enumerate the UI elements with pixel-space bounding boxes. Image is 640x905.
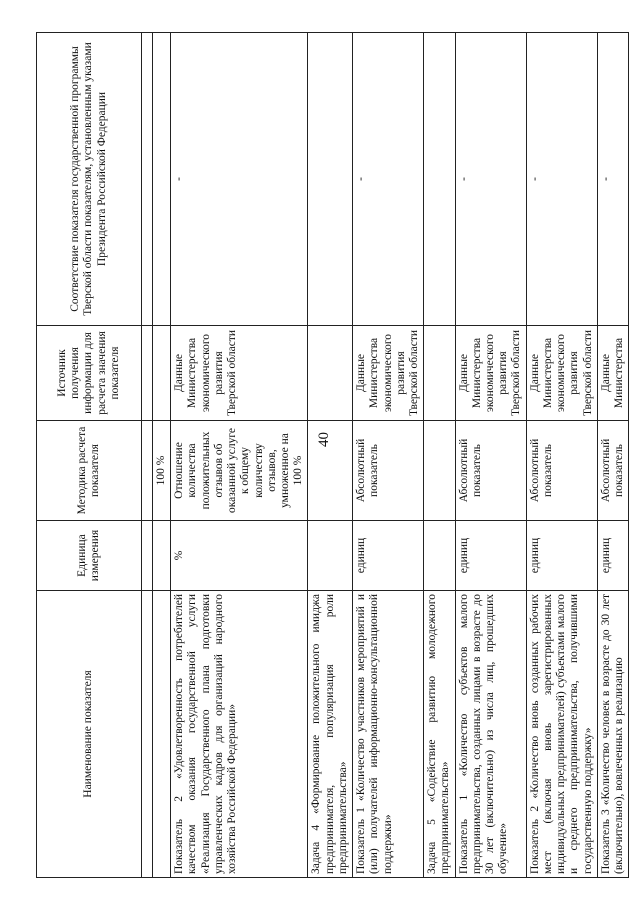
cell-unit: %: [171, 521, 308, 591]
cell-name: [142, 591, 153, 878]
cell-source: Данные Министерства экономического развития Тверской области: [526, 326, 597, 421]
header-unit: Единица измерения: [37, 521, 142, 591]
cell-unit: единиц: [526, 521, 597, 591]
cell-unit: [153, 521, 171, 591]
table-row: [455, 33, 526, 878]
header-name: Наименование показателя: [37, 591, 142, 878]
cell-method: 100 %: [153, 421, 171, 521]
indicator-table: [36, 32, 629, 878]
cell-source: [424, 326, 455, 421]
cell-name: Показатель 1 «Количество участников мероприятий и (или) получателей информационно-консультационной поддержки»: [353, 591, 424, 878]
cell-method: [308, 421, 353, 521]
cell-name: Показатель 2 «Удовлетворенность потребителей качеством оказания государственной услуги «Реализация Государственного плана подготовки управленческих кадров для организаций народного хозяйства Российской Федерации»: [171, 591, 308, 878]
header-source: Источник получения информации для расчета значения показателя: [37, 326, 142, 421]
header-row: [37, 33, 142, 878]
cell-unit: [424, 521, 455, 591]
cell-unit: единиц: [455, 521, 526, 591]
cell-method: Абсолютный показатель: [597, 421, 628, 521]
cell-method: Абсолютный показатель: [455, 421, 526, 521]
cell-correspondence: [308, 33, 353, 326]
cell-method: [142, 421, 153, 521]
cell-source: [142, 326, 153, 421]
table-row: [353, 33, 424, 878]
table-row: [597, 33, 628, 878]
header-correspondence: Соответствие показателя государственной программы Тверской области показателям, установленным указами Президента Российской Федерации: [37, 33, 142, 326]
cell-correspondence: -: [455, 33, 526, 326]
cell-source: [153, 326, 171, 421]
cell-source: Данные Министерства экономического развития Тверской области: [455, 326, 526, 421]
table-row: [308, 33, 353, 878]
table-row: [153, 33, 171, 878]
cell-method: Отношение количества положительных отзывов об оказанной услуге к общему количеству отзывов, умноженное на 100 %: [171, 421, 308, 521]
cell-unit: [142, 521, 153, 591]
cell-name: Показатель 2 «Количество вновь созданных рабочих мест (включая вновь зарегистрированных индивидуальных предпринимателей) субъектами малого и среднего предпринимательства, получившими государственную поддержку»: [526, 591, 597, 878]
cell-method: Абсолютный показатель: [526, 421, 597, 521]
cell-source: Данные Министерства экономического развития Тверской области: [171, 326, 308, 421]
cell-name: Показатель 3 «Количество человек в возрасте до 30 лет (включительно), вовлеченных в реализацию: [597, 591, 628, 878]
table-row: [526, 33, 597, 878]
cell-correspondence: -: [171, 33, 308, 326]
table-row: [424, 33, 455, 878]
cell-name: Показатель 1 «Количество субъектов малого предпринимательства, созданных лицами в возрасте до 30 лет (включительно) из числа лиц, прошедших обучение»: [455, 591, 526, 878]
cell-correspondence: -: [597, 33, 628, 326]
cell-method: [424, 421, 455, 521]
cell-source: Данные Министерства экономического развития Тверской области: [353, 326, 424, 421]
cell-correspondence: [142, 33, 153, 326]
cell-unit: единиц: [597, 521, 628, 591]
indicator-table-rotated: [36, 33, 626, 878]
table-row: [171, 33, 308, 878]
cell-unit: единиц: [353, 521, 424, 591]
cell-name: Задача 5 «Содействие развитию молодежного предпринимательства»: [424, 591, 455, 878]
page-number: 40: [316, 432, 332, 447]
table-row: [142, 33, 153, 878]
cell-source: [308, 326, 353, 421]
cell-name: Задача 4 «Формирование положительного имиджа предпринимателя, популяризация роли предпринимательства»: [308, 591, 353, 878]
cell-correspondence: -: [526, 33, 597, 326]
cell-correspondence: [153, 33, 171, 326]
cell-method: Абсолютный показатель: [353, 421, 424, 521]
cell-source: Данные Министерства: [597, 326, 628, 421]
cell-correspondence: [424, 33, 455, 326]
cell-name: [153, 591, 171, 878]
cell-unit: [308, 521, 353, 591]
header-method: Методика расчета показателя: [37, 421, 142, 521]
cell-correspondence: -: [353, 33, 424, 326]
